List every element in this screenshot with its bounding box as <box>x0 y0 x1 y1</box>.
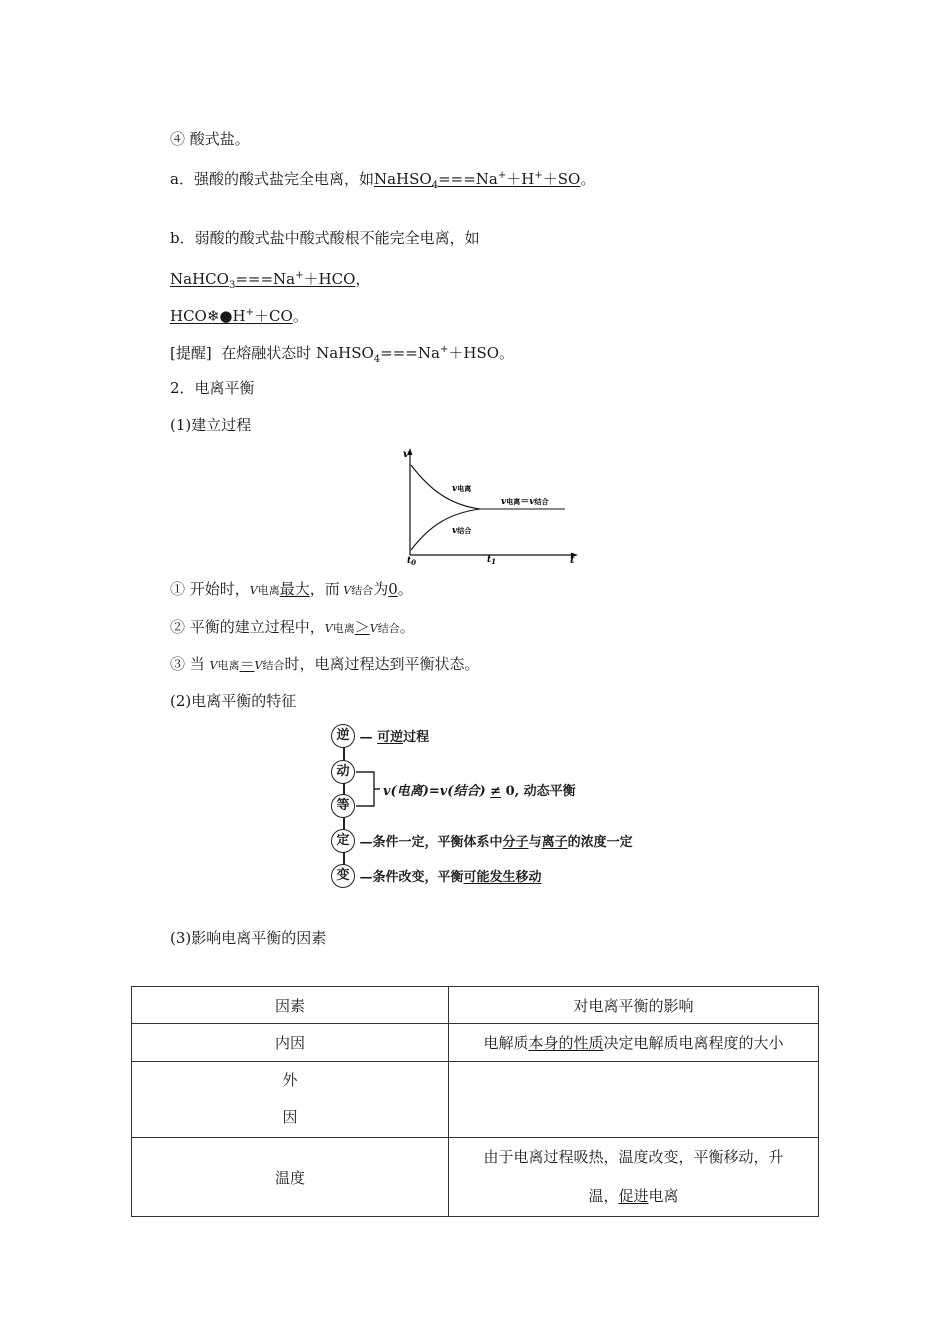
cell-external: 外 因 <box>132 1062 449 1138</box>
cell-internal-effect: 电解质本身的性质决定电解质电离程度的大小 <box>449 1024 819 1062</box>
t1-label: $t_1$ <box>487 555 497 566</box>
item-b-prefix: b．弱酸的酸式盐中酸式酸根不能完全电离，如 <box>170 229 480 247</box>
cell-temperature: 温度 <box>132 1138 449 1217</box>
tip-line: [提醒] 在熔融状态时 NaHSO$_4$===Na+＋HSO。 <box>170 344 515 365</box>
header-factor: 因素 <box>132 987 449 1024</box>
circle-ding: 定 <box>331 829 355 853</box>
feature-row-reversible: 逆 — 可逆过程 <box>331 724 429 748</box>
circle-bian: 变 <box>331 864 355 888</box>
item-b-equation1: NaHCO$_3$===Na+＋HCO， <box>170 270 371 291</box>
item-b-equation2: HCO❄●H+＋CO。 <box>170 307 308 325</box>
section2-title: 2．电离平衡 <box>170 379 255 397</box>
point3: ③ 当 V电离＝V结合时，电离过程达到平衡状态。 <box>170 655 480 673</box>
header-effect: 对电离平衡的影响 <box>449 987 819 1024</box>
table-row <box>132 1024 819 1062</box>
blank-max: 最大 <box>279 580 310 598</box>
factors-table <box>131 986 819 1217</box>
circle-ni: 逆 <box>331 724 355 748</box>
rate-time-graph <box>395 445 585 570</box>
circle-dong: 动 <box>331 760 355 784</box>
cell-temperature-effect: 由于电离过程吸热，温度改变，平衡移动，升 温，促进电离 <box>449 1138 819 1217</box>
origin-label: $t_0$ <box>407 556 417 567</box>
item-a-equation: NaHSO$_4$===Na+＋H+＋SO <box>373 170 581 191</box>
tip-label: [提醒] <box>170 344 212 362</box>
feature-row-fixed: 定 —条件一定，平衡体系中分子与离子的浓度一定 <box>331 829 633 853</box>
y-axis-label: v <box>403 449 409 460</box>
item4-title: ④ 酸式盐。 <box>170 130 250 148</box>
table-row <box>132 987 819 1024</box>
equilibrium-label: v电离＝v结合 <box>501 497 549 507</box>
sub2-title: (2)电离平衡的特征 <box>170 692 297 710</box>
point2: ② 平衡的建立过程中，V电离＞V结合。 <box>170 618 415 636</box>
blank-greater: ＞ <box>354 618 370 636</box>
blank-equal: ＝ <box>239 655 255 673</box>
item-a-prefix: a．强酸的酸式盐完全电离，如 <box>170 170 374 188</box>
cell-internal: 内因 <box>132 1024 449 1062</box>
table-row <box>132 1138 819 1217</box>
table-row <box>132 1062 819 1138</box>
feature-row-equal <box>331 794 355 818</box>
point1: ① 开始时，V电离最大，而 V结合为0。 <box>170 580 413 598</box>
feature-row-change: 变 —条件改变，平衡可能发生移动 <box>331 864 542 888</box>
curve-top-label: v电离 <box>452 484 472 494</box>
brace-text: v(电离)=v(结合) ≠ 0, 动态平衡 <box>383 784 576 799</box>
x-axis-label: t <box>570 555 575 566</box>
feature-row-dynamic <box>331 760 355 784</box>
cell-external-effect <box>449 1062 819 1138</box>
features-diagram <box>331 722 671 892</box>
brace <box>356 770 380 810</box>
blank-zero: 0 <box>388 580 398 598</box>
sub1-title: (1)建立过程 <box>170 416 252 434</box>
sub3-title: (3)影响电离平衡的因素 <box>170 929 327 947</box>
item-a: a．强酸的酸式盐完全电离，如NaHSO$_4$===Na+＋H+＋SO。 <box>170 170 596 191</box>
circle-deng: 等 <box>331 794 355 818</box>
curve-bottom-label: v结合 <box>452 526 472 536</box>
